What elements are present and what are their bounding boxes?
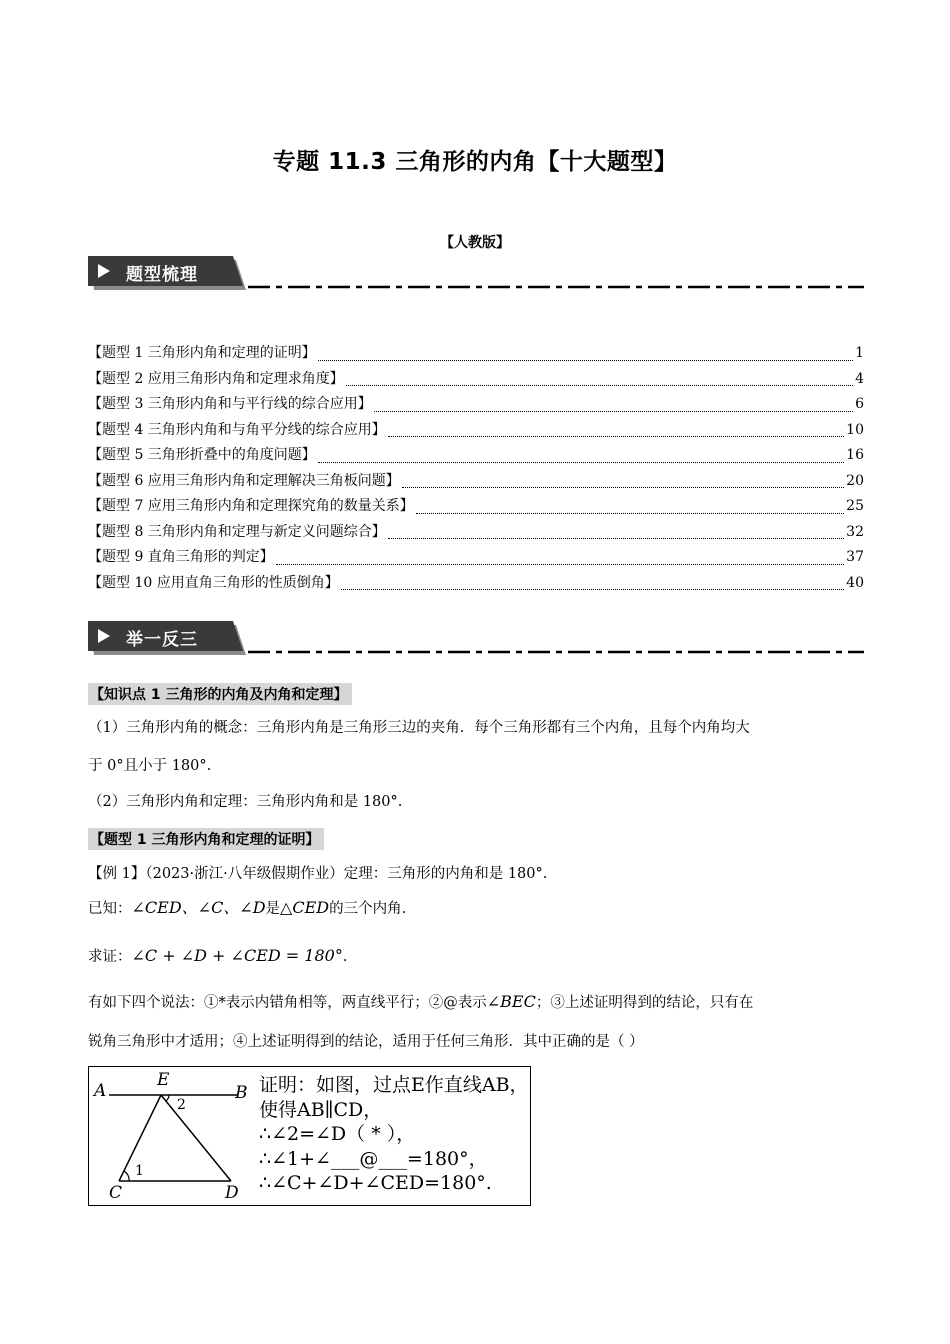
toc-label: 【题型 4 三角形内角和与角平分线的综合应用】: [88, 421, 386, 438]
label-A: A: [94, 1081, 107, 1101]
banner-title: 题型梳理: [126, 265, 198, 285]
toc-label: 【题型 5 三角形折叠中的角度问题】: [88, 447, 316, 463]
given-line: [88, 898, 864, 919]
example-prefix: 【例 1】: [88, 866, 146, 882]
toc-page: 10: [846, 421, 864, 438]
toc-label: 【题型 6 应用三角形内角和定理解决三角板问题】: [88, 472, 400, 489]
statement-line-1: [88, 992, 864, 1013]
proof-line: ∴∠2=∠D（ * ），: [259, 1123, 416, 1145]
angle-2-label: 2: [177, 1097, 186, 1113]
given-triangle: △CED: [280, 898, 330, 917]
knowledge-heading: 【知识点 1 三角形的内角及内角和定理】: [88, 683, 352, 705]
proof-line: 证明：如图，过点E作直线AB，: [259, 1074, 529, 1096]
table-of-contents: [88, 342, 864, 597]
given-prefix: 已知：: [88, 901, 132, 917]
example-text: （2023·浙江·八年级假期作业）定理：三角形的内角和是 180°.: [145, 866, 548, 882]
toc-leader: [416, 512, 844, 514]
toc-item[interactable]: [88, 495, 864, 521]
question-type-heading: 【题型 1 三角形内角和定理的证明】: [88, 828, 324, 850]
prove-suffix: .: [342, 949, 348, 965]
toc-item[interactable]: [88, 521, 864, 547]
given-suffix: 的三个内角.: [329, 901, 407, 917]
toc-leader: [402, 486, 844, 488]
angle-1-label: 1: [135, 1163, 144, 1179]
document-title: 专题 11.3 三角形的内角【十大题型】: [272, 149, 678, 175]
toc-label: 【题型 10 应用直角三角形的性质倒角】: [88, 574, 339, 591]
toc-label: 【题型 9 直角三角形的判定】: [88, 549, 274, 565]
proof-line: ∴∠1+∠___@___=180°，: [259, 1147, 488, 1170]
label-E: E: [157, 1070, 170, 1090]
toc-label: 【题型 3 三角形内角和与平行线的综合应用】: [88, 396, 372, 412]
label-C: C: [109, 1183, 123, 1203]
given-mid: 是: [265, 901, 281, 917]
toc-item[interactable]: [88, 470, 864, 496]
toc-page: 6: [855, 396, 864, 412]
label-D: D: [225, 1183, 239, 1203]
section-banner-practice: [88, 621, 866, 655]
label-B: B: [235, 1083, 248, 1103]
toc-page: 40: [846, 574, 864, 591]
toc-page: 25: [846, 498, 864, 514]
toc-item[interactable]: [88, 368, 864, 394]
example-line: [88, 864, 864, 884]
banner-title: 举一反三: [126, 630, 198, 650]
statement-part-a: 有如下四个说法：①*表示内错角相等，两直线平行；②@表示: [88, 995, 487, 1011]
toc-item[interactable]: [88, 572, 864, 598]
banner-shape: [88, 256, 866, 292]
proof-text: [259, 1073, 529, 1196]
toc-item[interactable]: [88, 444, 864, 470]
banner-shape: [88, 621, 866, 657]
statement-line-2: 锐角三角形中才适用；④上述证明得到的结论，适用于任何三角形．其中正确的是（ ）: [88, 1034, 644, 1050]
toc-leader: [318, 359, 853, 361]
toc-leader: [341, 588, 844, 590]
toc-label: 【题型 1 三角形内角和定理的证明】: [88, 345, 316, 361]
toc-page: 4: [855, 370, 864, 387]
toc-label: 【题型 7 应用三角形内角和定理探究角的数量关系】: [88, 498, 414, 514]
toc-page: 16: [846, 447, 864, 463]
edition-label: 【人教版】: [440, 235, 510, 251]
statement-part-b: ；③上述证明得到的结论，只有在: [535, 995, 754, 1011]
toc-page: 1: [855, 345, 864, 361]
toc-leader: [388, 537, 844, 539]
knowledge-line-3: （2）三角形内角和定理：三角形内角和是 180°.: [88, 794, 403, 810]
statement-angle: ∠BEC: [486, 992, 536, 1011]
toc-leader: [374, 410, 853, 412]
knowledge-line-1: （1）三角形内角的概念：三角形内角是三角形三边的夹角．每个三角形都有三个内角，且每个内角均大: [88, 720, 750, 736]
proof-figure: [88, 1066, 531, 1206]
section-banner-overview: [88, 256, 866, 290]
toc-item[interactable]: [88, 342, 864, 368]
toc-leader: [276, 563, 844, 565]
toc-item[interactable]: [88, 419, 864, 445]
toc-page: 32: [846, 523, 864, 540]
toc-leader: [346, 384, 853, 386]
toc-page: 20: [846, 472, 864, 489]
prove-line: [88, 946, 864, 967]
toc-page: 37: [846, 549, 864, 565]
knowledge-line-2: 于 0°且小于 180°.: [88, 758, 212, 774]
proof-line: ∴∠C+∠D+∠CED=180°.: [259, 1172, 492, 1194]
toc-item[interactable]: [88, 393, 864, 419]
prove-prefix: 求证：: [88, 949, 132, 965]
given-angles: ∠CED、∠C、∠D: [131, 898, 266, 917]
proof-line: 使得AB∥CD，: [259, 1098, 383, 1121]
toc-label: 【题型 2 应用三角形内角和定理求角度】: [88, 370, 344, 387]
toc-item[interactable]: [88, 546, 864, 572]
toc-leader: [318, 461, 844, 463]
prove-equation: ∠C + ∠D + ∠CED = 180°: [131, 946, 343, 965]
toc-label: 【题型 8 三角形内角和定理与新定义问题综合】: [88, 523, 386, 540]
toc-leader: [388, 435, 844, 437]
